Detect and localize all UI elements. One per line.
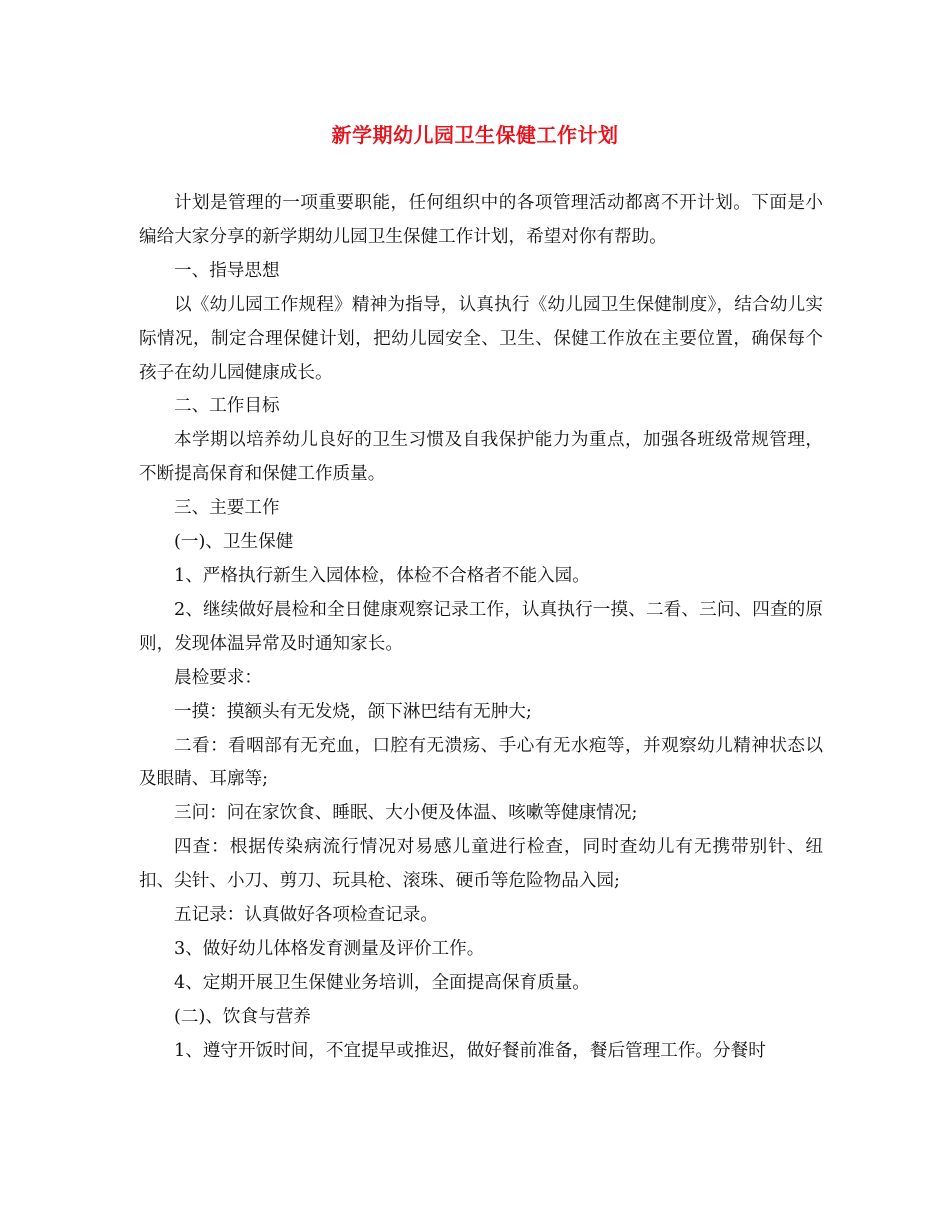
paragraph: 本学期以培养幼儿良好的卫生习惯及自我保护能力为重点，加强各班级常规管理，不断提高保育和保健工作质量。 — [139, 430, 823, 485]
section-heading: 三、主要工作 — [174, 498, 280, 519]
list-item: 4、定期开展卫生保健业务培训，全面提高保育质量。 — [174, 972, 590, 993]
list-item: 1、遵守开饭时间，不宜提早或推迟，做好餐前准备，餐后管理工作。分餐时 — [174, 1040, 766, 1061]
paragraph: 晨检要求： — [174, 667, 262, 688]
list-item: 三问：问在家饮食、睡眠、大小便及体温、咳嗽等健康情况; — [174, 803, 638, 824]
document-body — [139, 187, 823, 1069]
subsection-heading: (二)、饮食与营养 — [174, 1006, 311, 1027]
section-heading: 一、指导思想 — [174, 260, 280, 281]
subsection-heading: (一)、卫生保健 — [174, 532, 294, 553]
list-item: 1、严格执行新生入园体检，体检不合格者不能入园。 — [174, 565, 590, 586]
document-title: 新学期幼儿园卫生保健工作计划 — [331, 123, 619, 147]
paragraph: 以《幼儿园工作规程》精神为指导，认真执行《幼儿园卫生保健制度》，结合幼儿实际情况，制定合理保健计划，把幼儿园安全、卫生、保健工作放在主要位置，确保每个孩子在幼儿园健康成长。 — [139, 294, 823, 383]
list-item: 四查：根据传染病流行情况对易感儿童进行检查，同时查幼儿有无携带别针、纽扣、尖针、小刀、剪刀、玩具枪、滚珠、硬币等危险物品入园; — [139, 837, 823, 892]
section-heading: 二、工作目标 — [174, 396, 280, 417]
intro-paragraph: 计划是管理的一项重要职能，任何组织中的各项管理活动都离不开计划。下面是小编给大家分享的新学期幼儿园卫生保健工作计划，希望对你有帮助。 — [139, 193, 823, 247]
list-item: 五记录：认真做好各项检查记录。 — [174, 905, 438, 926]
list-item: 3、做好幼儿体格发育测量及评价工作。 — [174, 938, 485, 959]
list-item: 一摸：摸额头有无发烧，颌下淋巴结有无肿大; — [174, 701, 532, 722]
list-item: 二看：看咽部有无充血，口腔有无溃疡、手心有无水疱等，并观察幼儿精神状态以及眼睛、耳廓等; — [139, 735, 823, 790]
list-item: 2、继续做好晨检和全日健康观察记录工作，认真执行一摸、二看、三问、四查的原则，发现体温异常及时通知家长。 — [139, 599, 823, 654]
